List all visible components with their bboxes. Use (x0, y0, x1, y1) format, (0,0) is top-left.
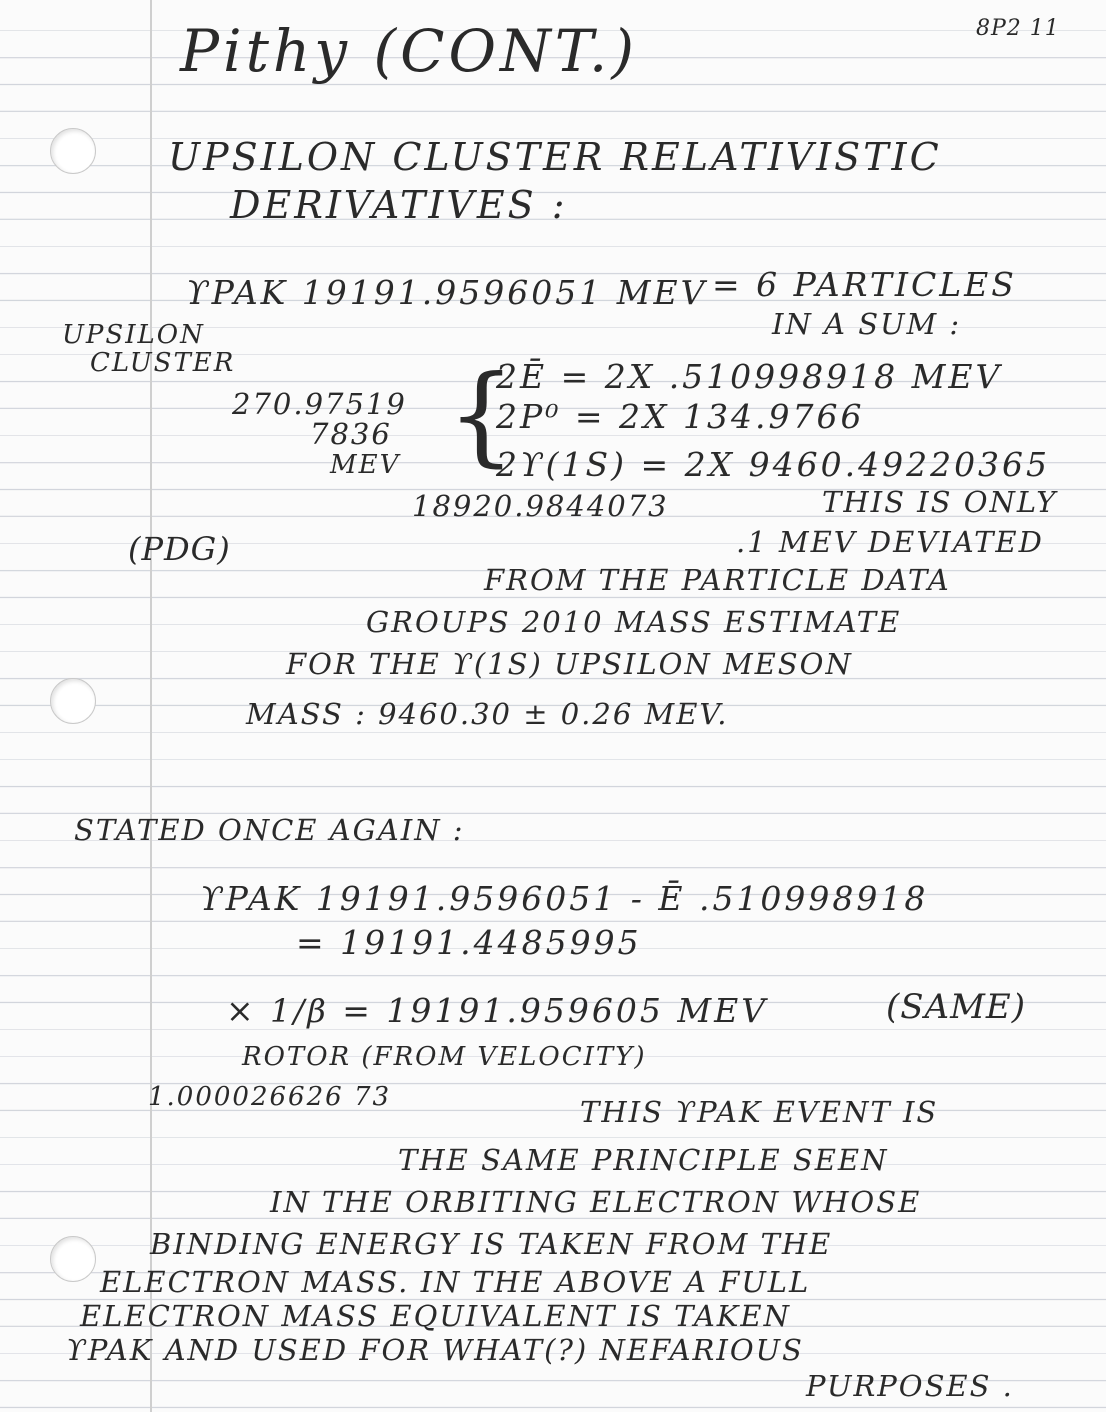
corner-mark: 8P2 11 (976, 16, 1060, 41)
summary-right: = 6 PARTICLES (712, 265, 1017, 304)
conclusion-line-5: ELECTRON MASS. IN THE ABOVE A FULL (100, 1265, 811, 1299)
source-line-2: GROUPS 2010 MASS ESTIMATE (366, 605, 902, 639)
conclusion-line-6: ELECTRON MASS EQUIVALENT IS TAKEN (80, 1299, 791, 1333)
side-label-upsilon: UPSILON (62, 320, 205, 350)
upsilon-product: 18920.9844073 (412, 489, 669, 523)
inverse-beta: 1/β (270, 992, 329, 1030)
binder-hole-top (50, 128, 96, 174)
pdg-label: (PDG) (128, 530, 231, 568)
deviation-note-2: .1 MEV DEVIATED (736, 525, 1044, 559)
conclusion-line-7: ϒPAK AND USED FOR WHAT(?) NEFARIOUS (66, 1333, 804, 1367)
restatement-line-3 (226, 991, 769, 1030)
page-title: Pithy (CONT.) (180, 17, 638, 85)
pdg-mass-line: MASS : 9460.30 ± 0.26 MEV. (246, 697, 729, 731)
conclusion-line-3: IN THE ORBITING ELECTRON WHOSE (270, 1185, 922, 1219)
heading-line-2: DERIVATIVES : (230, 183, 568, 227)
pion-term: 2P⁰ = 2X 134.9766 (496, 397, 865, 436)
multiply-sign: × (226, 991, 257, 1030)
side-label-cluster: CLUSTER (90, 348, 236, 378)
summary-note: IN A SUM : (772, 307, 962, 341)
source-line-3: FOR THE ϒ(1S) UPSILON MESON (286, 647, 853, 681)
conclusion-line-8: PURPOSES . (806, 1369, 1014, 1403)
binder-hole-middle (50, 678, 96, 724)
same-note: (SAME) (886, 987, 1027, 1027)
subtotal-value: 270.97519 (232, 387, 407, 421)
upsilon-term: 2ϒ(1S) = 2X 9460.49220365 (496, 445, 1051, 484)
summary-left: ϒPAK 19191.9596051 MEV (186, 273, 708, 312)
subtotal-digits: 7836 (310, 417, 392, 451)
binder-hole-bottom (50, 1236, 96, 1282)
restatement-result: = 19191.959605 MEV (342, 991, 769, 1030)
conclusion-line-2: THE SAME PRINCIPLE SEEN (398, 1143, 889, 1177)
subtotal-unit: MEV (330, 450, 401, 480)
source-line-1: FROM THE PARTICLE DATA (484, 563, 951, 597)
heading-line-1: UPSILON CLUSTER RELATIVISTIC (168, 135, 942, 179)
grouping-brace: { (447, 353, 516, 478)
electron-term: 2Ē = 2X .510998918 MEV (496, 357, 1003, 396)
restatement-heading: STATED ONCE AGAIN : (74, 813, 465, 847)
deviation-note-1: THIS IS ONLY (822, 485, 1058, 519)
conclusion-line-4: BINDING ENERGY IS TAKEN FROM THE (150, 1227, 833, 1261)
restatement-line-1: ϒPAK 19191.9596051 - Ē .510998918 (200, 879, 929, 918)
conclusion-line-1: THIS ϒPAK EVENT IS (580, 1095, 939, 1129)
margin-line (150, 0, 152, 1412)
restatement-line-2: = 19191.4485995 (296, 923, 642, 962)
rotor-value: 1.000026626 73 (148, 1082, 392, 1112)
rotor-label: ROTOR (FROM VELOCITY) (242, 1042, 647, 1072)
